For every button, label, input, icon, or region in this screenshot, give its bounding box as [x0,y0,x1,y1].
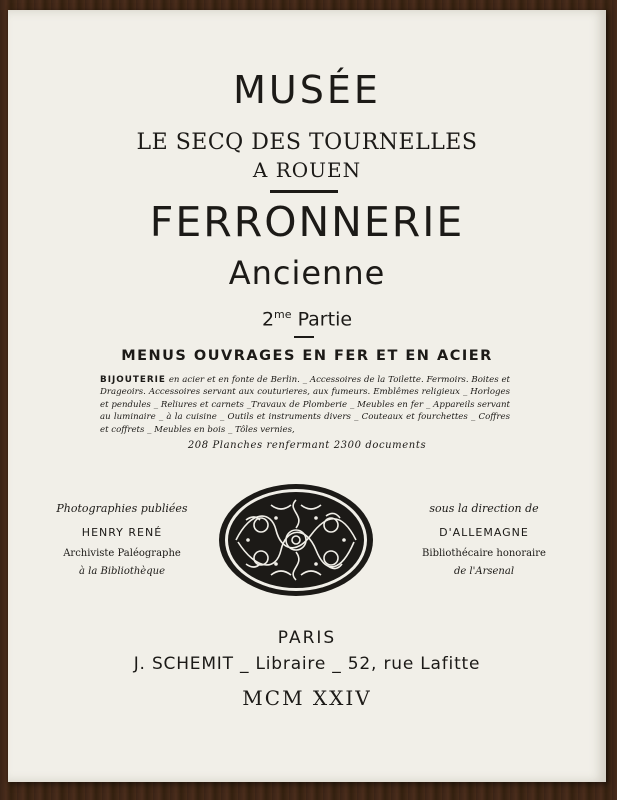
description-text: en acier et en fonte de Berlin. _ Accessoires de la Toilette. Fermoirs. Boites et Drageoirs. Accessoires servant aux couturieres, aux fumeurs. Emblêmes religieux _ Horloges et pendules _ Reliures et carnets _Travaux de Plomberie _ Meubles en fer _ Appareils servant au luminaire _ à la cuisine _ Outils et instruments divers _ Couteaux et fourchettes _ Coffres et coffrets _ Meubles en bois _ Tôles vernies, [100,375,510,435]
main-subtitle: Ancienne [228,254,386,292]
contents-description [100,374,510,436]
plates-count: 208 Planches renfermant 2300 documents [187,440,427,451]
credit-left-intro: Photographies publiées [56,502,188,515]
part-suffix: me [274,308,292,321]
title-rule [270,190,338,193]
credit-left-place: à la Bibliothèque [79,566,165,577]
main-title: FERRONNERIE [149,198,465,246]
part-label [8,308,606,330]
credit-right-intro: sous la direction de [429,502,539,515]
part-word: Partie [297,308,353,331]
section-heading: MENUS OUVRAGES EN FER ET EN ACIER [121,348,493,364]
description-lead: BIJOUTERIE [100,375,166,385]
museum-city: A ROUEN [252,158,362,182]
imprint-city: PARIS [277,628,337,648]
museum-name: LE SECQ DES TOURNELLES [136,130,478,155]
credit-right-role: Bibliothécaire honoraire [422,548,546,559]
credit-left-name: HENRY RENÉ [81,526,163,539]
credit-right-name: D'ALLEMAGNE [439,526,529,539]
museum-heading: MUSÉE [233,68,381,112]
credit-right-place: de l'Arsenal [453,566,515,577]
credit-left-role: Archiviste Paléographe [63,548,181,559]
imprint-publisher: J. SCHEMIT _ Libraire _ 52, rue Lafitte [133,654,481,674]
ornamental-medallion-image [216,480,376,600]
part-number: 2 [261,308,275,331]
part-rule [294,336,314,338]
imprint-year: MCM XXIV [242,686,372,710]
title-page [8,10,606,782]
